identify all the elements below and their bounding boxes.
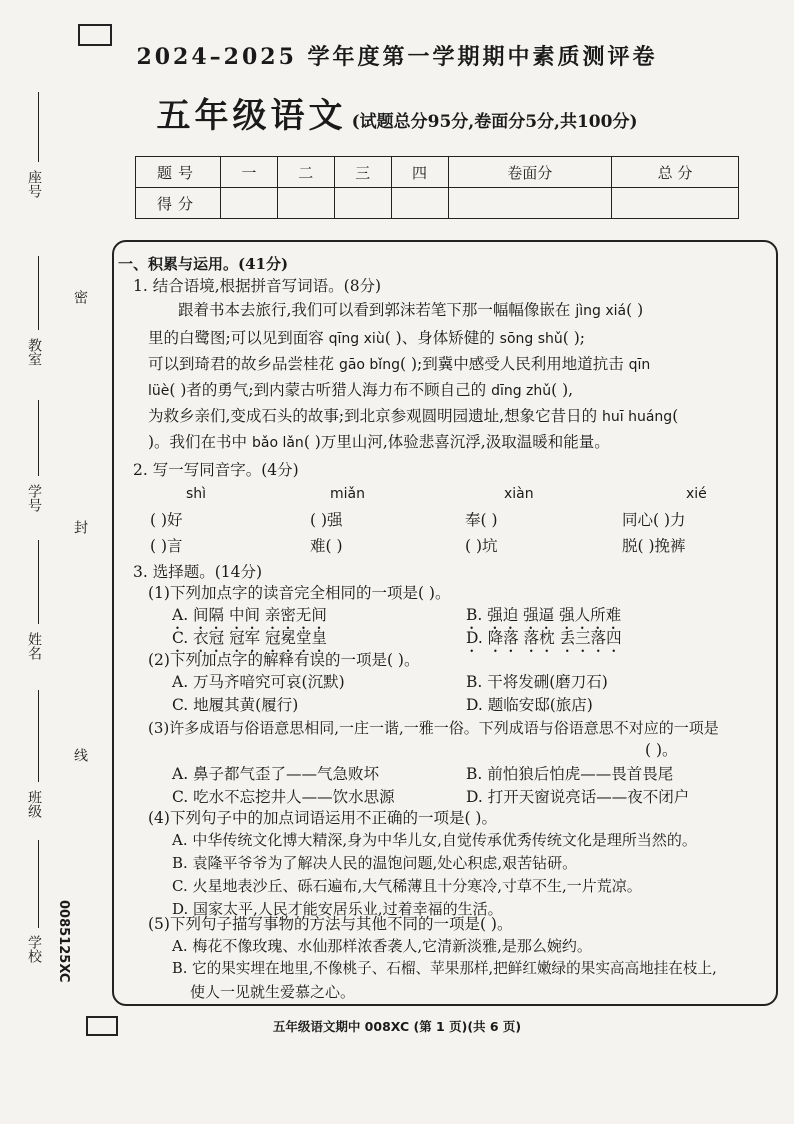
q2-blank[interactable]: ( )坑 [465, 537, 498, 555]
q3-option-a[interactable]: A. 梅花不像玫瑰、水仙那样浓香袭人,它清新淡雅,是那么婉约。 [172, 937, 592, 955]
score-cell[interactable] [391, 188, 448, 219]
pinyin: gāo bǐng [338, 357, 400, 373]
q3-option-c[interactable]: C. 吃水不忘挖井人——饮水思源 [172, 788, 395, 806]
q1-text: ( )万里山河,体验悲喜沉浮,汲取温暖和能量。 [303, 433, 610, 451]
score-table-header-row [136, 157, 739, 188]
q1-line-2 [148, 328, 585, 349]
pinyin: qīn [628, 357, 651, 373]
q3-part-3-blank[interactable]: ( )。 [645, 741, 678, 759]
answer-blank[interactable]: )。我们在书中 [148, 433, 252, 451]
answer-blank[interactable]: ( [672, 407, 679, 425]
q2-blank[interactable]: 奉( ) [465, 511, 498, 529]
page-footer: 五年级语文期中 008XC (第 1 页)(共 6 页) [272, 1019, 522, 1034]
q3-option-b[interactable]: B. 强迫 强逼 强人所难 [466, 606, 622, 624]
score-header-cell: 四 [391, 157, 448, 188]
score-header-cell: 卷面分 [448, 157, 611, 188]
q1-line-6 [148, 432, 610, 453]
q3-part-1: (1)下列加点字的读音完全相同的一项是( )。 [148, 584, 451, 602]
q2-pinyin: miǎn [330, 486, 365, 502]
q3-option-c[interactable]: C. 地履其黄(履行) [172, 696, 299, 714]
q3-part-4: (4)下列句子中的加点词语运用不正确的一项是( )。 [148, 809, 497, 827]
score-cell[interactable] [448, 188, 611, 219]
score-cell[interactable] [277, 188, 334, 219]
pinyin: qīng xiù [328, 331, 385, 347]
seal-char-feng: 封 [72, 520, 88, 534]
seal-char-mi: 密 [72, 290, 88, 304]
q1-line-1 [178, 300, 643, 321]
answer-blank[interactable]: ( ), [551, 381, 574, 399]
q1-line-4 [148, 380, 573, 401]
binding-label-class: 班级 [26, 790, 42, 818]
q1-line-5 [148, 406, 678, 427]
blank-line [38, 690, 39, 782]
q1-text: 跟着书本去旅行,我们可以看到郭沫若笔下那一幅幅像嵌在 [178, 301, 576, 319]
score-cell[interactable] [334, 188, 391, 219]
q3-option-a[interactable]: A. 万马齐喑究可哀(沉默) [172, 673, 345, 691]
q3-option-d[interactable]: D. 降落 落枕 丢三落四 [466, 629, 622, 647]
blank-line [38, 256, 39, 330]
score-header-cell: 题号 [136, 157, 221, 188]
q3-option-d[interactable]: D. 打开天窗说亮话——夜不闭户 [466, 788, 690, 806]
answer-blank[interactable]: ( );到冀中感受人民利用地道抗击 [399, 355, 629, 373]
binding-label-seat: 座号 [26, 170, 42, 198]
pinyin: lüè [148, 383, 170, 399]
q1-text: 为救乡亲们,变成石头的故事;到北京参观圆明园遗址,想象它昔日的 [148, 407, 603, 425]
q3-option-b[interactable]: B. 袁隆平爷爷为了解决人民的温饱问题,处心积虑,艰苦钻研。 [172, 854, 578, 872]
q3-option-b[interactable]: B. 它的果实埋在地里,不像桃子、石榴、苹果那样,把鲜红嫩绿的果实高高地挂在枝上, [172, 960, 717, 977]
binding-label-name: 姓名 [26, 632, 42, 660]
subject-title: 五年级语文 [156, 96, 347, 136]
q2-blank[interactable]: 脱( )挽裤 [622, 537, 686, 555]
score-table-score-row [136, 188, 739, 219]
exam-title-line: 2024–2025 学年度第一学期期中素质测评卷 [136, 44, 658, 70]
score-cell[interactable] [611, 188, 738, 219]
q3-option-b-cont: 使人一见就生爱慕之心。 [190, 983, 356, 1001]
q3-option-c[interactable]: C. 火星地表沙丘、砾石遍布,大气稀薄且十分寒冷,寸草不生,一片荒凉。 [172, 877, 642, 895]
q3-option-a[interactable]: A. 中华传统文化博大精深,身为中华儿女,自觉传承优秀传统文化是理所当然的。 [172, 831, 697, 849]
q1-text: 可以到琦君的故乡品尝桂花 [148, 355, 339, 373]
q3-part-3: (3)许多成语与俗语意思相同,一庄一谐,一雅一俗。下列成语与俗语意思不对应的一项是 [148, 719, 719, 737]
blank-line [38, 540, 39, 624]
q2-pinyin: xié [686, 486, 707, 502]
score-note: (试题总分95分,卷面分5分,共100分) [351, 112, 638, 132]
q2-pinyin: shì [186, 486, 207, 502]
score-table [135, 156, 739, 219]
question-3-title: 3. 选择题。(14分) [133, 563, 263, 581]
blank-line [38, 92, 39, 162]
pinyin: dīng zhǔ [491, 383, 552, 399]
q3-part-5: (5)下列句子描写事物的方法与其他不同的一项是( )。 [148, 915, 513, 933]
answer-blank[interactable]: ( )、身体矫健的 [384, 329, 500, 347]
paper-code: 0085125XC [56, 900, 71, 983]
answer-blank[interactable]: ( ); [562, 329, 586, 347]
q3-option-a[interactable]: A. 间隔 中间 亲密无间 [172, 606, 327, 624]
answer-blank[interactable]: ( )者的勇气;到内蒙古听猎人海力布不顾自己的 [169, 381, 492, 399]
q2-blank[interactable]: ( )言 [150, 537, 183, 555]
question-1-title: 1. 结合语境,根据拼音写词语。(8分) [133, 277, 382, 295]
binding-label-number: 学号 [26, 484, 42, 512]
score-header-cell: 二 [277, 157, 334, 188]
pinyin: bǎo lǎn [251, 435, 304, 451]
q3-option-c[interactable]: C. 衣冠 冠军 冠冕堂皇 [172, 629, 328, 647]
q3-option-d[interactable]: D. 题临安邸(旅店) [466, 696, 593, 714]
q3-option-a[interactable]: A. 鼻子都气歪了——气急败坏 [172, 765, 380, 783]
question-2-title: 2. 写一写同音字。(4分) [133, 461, 299, 479]
score-header-cell: 一 [221, 157, 278, 188]
score-cell[interactable] [221, 188, 278, 219]
binding-label-room: 教室 [26, 338, 42, 366]
q2-blank[interactable]: ( )好 [150, 511, 183, 529]
q2-blank[interactable]: ( )强 [310, 511, 343, 529]
exam-subtitle [0, 88, 794, 137]
pinyin: sōng shǔ [499, 331, 563, 347]
q2-blank[interactable]: 同心( )力 [622, 511, 686, 529]
blank-line [38, 400, 39, 476]
seal-char-xian: 线 [72, 748, 88, 762]
q3-part-2: (2)下列加点字的解释有误的一项是( )。 [148, 651, 420, 669]
q3-option-b[interactable]: B. 干将发硎(磨刀石) [466, 673, 608, 691]
q3-option-d[interactable]: D. 国家太平,人民才能安居乐业,过着幸福的生活。 [172, 900, 503, 918]
pinyin: huī huáng [602, 409, 673, 425]
blank-line [38, 840, 39, 928]
score-header-cell: 总 分 [611, 157, 738, 188]
section-title: 一、积累与运用。(41分) [118, 255, 289, 273]
pinyin: jìng xiá [575, 303, 627, 319]
answer-blank[interactable]: ( ) [626, 301, 644, 319]
binding-label-school: 学校 [26, 935, 42, 963]
q1-line-3 [148, 354, 650, 375]
score-header-cell: 三 [334, 157, 391, 188]
q2-pinyin: xiàn [504, 486, 534, 502]
q1-text: 里的白鹭图;可以见到面容 [148, 329, 329, 347]
q2-blank[interactable]: 难( ) [310, 537, 343, 555]
q3-option-b[interactable]: B. 前怕狼后怕虎——畏首畏尾 [466, 765, 674, 783]
score-row-label: 得分 [136, 188, 221, 219]
